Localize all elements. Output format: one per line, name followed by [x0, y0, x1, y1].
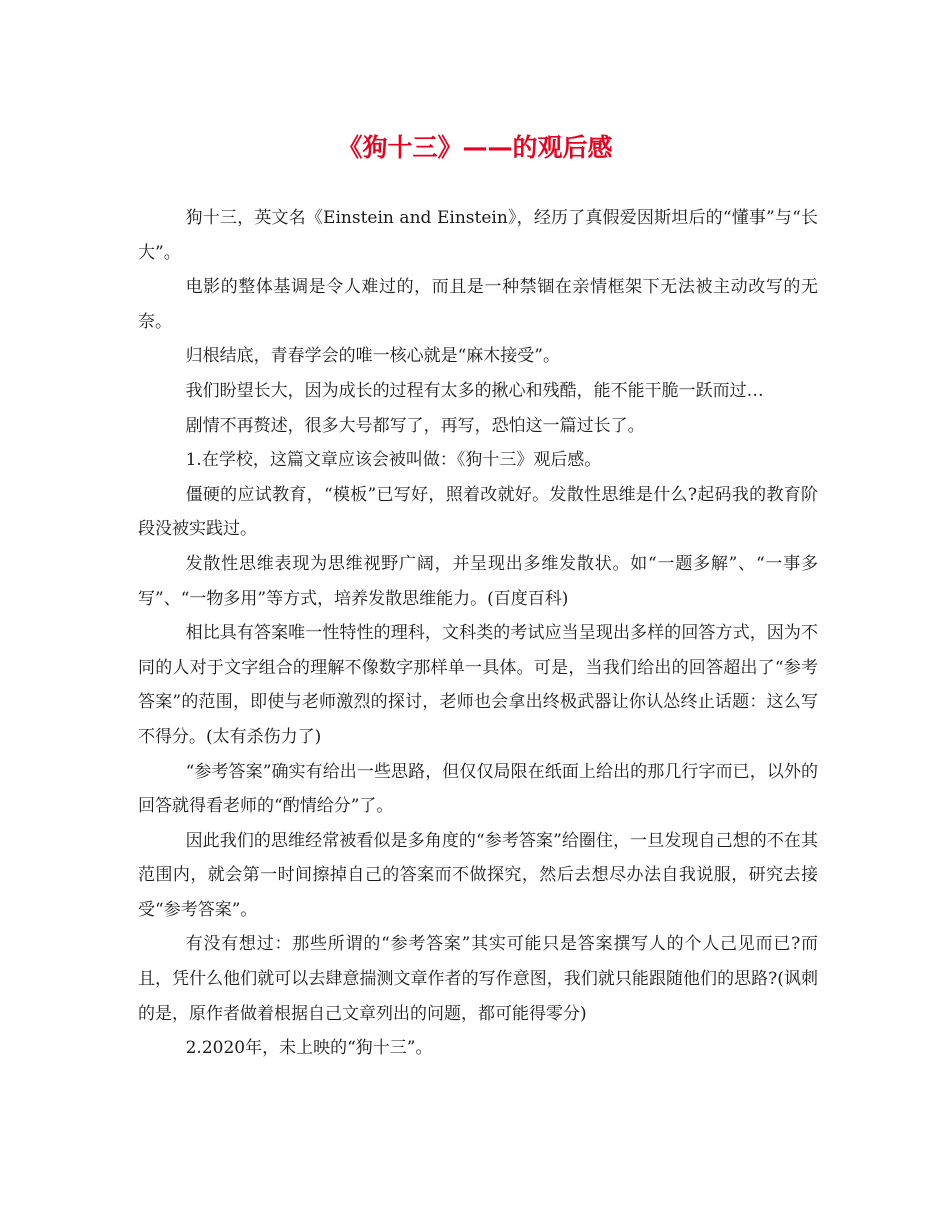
paragraph: 发散性思维表现为思维视野广阔，并呈现出多维发散状。如“一题多解”、“一事多写”、“一物多用”等方式，培养发散思维能力。(百度百科)	[138, 553, 818, 609]
paragraph: 2.2020年，未上映的“狗十三”。	[185, 1038, 433, 1059]
paragraph: 相比具有答案唯一性特性的理科，文科类的考试应当呈现出多样的回答方式，因为不同的人对于文字组合的理解不像数字那样单一具体。可是，当我们给出的回答超出了“参考答案”的范围，即使与老师激烈的探讨，老师也会拿出终极武器让你认怂终止话题：这么写不得分。(太有杀伤力了)	[138, 623, 818, 747]
paragraph: 僵硬的应试教育，“模板”已写好，照着改就好。发散性思维是什么?起码我的教育阶段没被实践过。	[138, 484, 818, 540]
paragraph: 因此我们的思维经常被看似是多角度的“参考答案”给圈住，一旦发现自己想的不在其范围内，就会第一时间擦掉自己的答案而不做探究，然后去想尽办法自我说服，研究去接受“参考答案”。	[138, 830, 818, 920]
paragraph: 狗十三，英文名《Einstein and Einstein》，经历了真假爱因斯坦后的“懂事”与“长大”。	[138, 208, 818, 263]
paragraph: 1.在学校，这篇文章应该会被叫做：《狗十三》观后感。	[185, 450, 602, 471]
document-body	[138, 201, 818, 1066]
paragraph: 电影的整体基调是令人难过的，而且是一种禁锢在亲情框架下无法被主动改写的无奈。	[138, 277, 818, 332]
paragraph: 归根结底，青春学会的唯一核心就是“麻木接受”。	[185, 346, 560, 367]
paragraph: 有没有想过：那些所谓的“参考答案”其实可能只是答案撰写人的个人己见而已?而且，凭什么他们就可以去肆意揣测文章作者的写作意图，我们就只能跟随他们的思路?(讽刺的是，原作者做着根据自己文章列出的问题，都可能得零分)	[138, 934, 818, 1024]
paragraph: 剧情不再赘述，很多大号都写了，再写，恐怕这一篇过长了。	[185, 415, 645, 436]
document-title: 《狗十三》——的观后感	[337, 133, 613, 162]
paragraph: “参考答案”确实有给出一些思路，但仅仅局限在纸面上给出的那几行字而已，以外的回答就得看老师的“酌情给分”了。	[138, 761, 818, 817]
paragraph: 我们盼望长大，因为成长的过程有太多的揪心和残酷，能不能干脆一跃而过…	[185, 380, 764, 401]
